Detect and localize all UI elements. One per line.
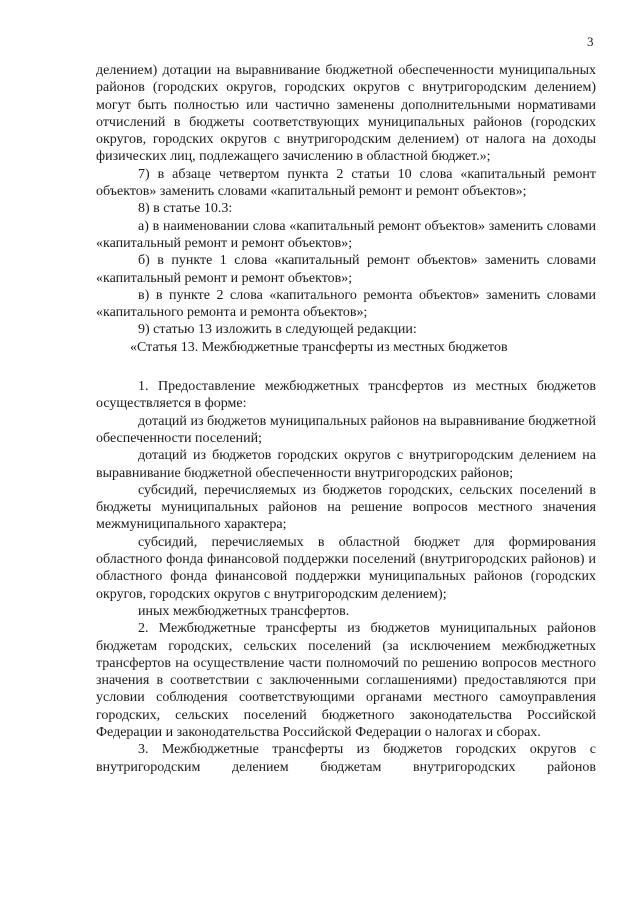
paragraph: 1. Предоставление межбюджетных трансфертов из местных бюджетов осуществляется в форме: <box>96 379 596 412</box>
page-number: 3 <box>587 34 594 49</box>
paragraph: 7) в абзаце четвертом пункта 2 статьи 10 слова «капитальный ремонт объектов» заменить словами «капитальный ремонт и ремонт объектов»; <box>96 166 596 200</box>
paragraph: субсидий, перечисляемых из бюджетов городских, сельских поселений в бюджеты муниципальных районов на решение вопросов местного значения межмуниципального характера; <box>96 482 596 533</box>
paragraph: иных межбюджетных трансфертов. <box>138 603 350 619</box>
paragraph: в) в пункте 2 слова «капитального ремонта объектов» заменить словами «капитального ремонта и ремонта объектов»; <box>96 287 596 321</box>
article-heading: «Статья 13. Межбюджетные трансферты из местных бюджетов <box>130 339 508 355</box>
paragraph: а) в наименовании слова «капитальный ремонт объектов» заменить словами «капитальный ремонт и ремонт объектов»; <box>96 218 596 251</box>
document-body <box>96 62 596 776</box>
paragraph: б) в пункте 1 слова «капитальный ремонт объектов» заменить словами «капитальный ремонт и ремонт объектов»; <box>96 253 596 286</box>
paragraph: 3. Межбюджетные трансферты из бюджетов городских округов с внутригородским делением бюджетам внутригородских районов <box>96 742 596 775</box>
spacer <box>96 356 596 378</box>
paragraph: дотаций из бюджетов городских округов с внутригородским делением на выравнивание бюджетной обеспеченности внутригородских районов; <box>96 448 596 481</box>
paragraph: 9) статью 13 изложить в следующей редакции: <box>138 322 417 338</box>
paragraph: дотаций из бюджетов муниципальных районов на выравнивание бюджетной обеспеченности поселений; <box>96 413 596 446</box>
paragraph: 2. Межбюджетные трансферты из бюджетов муниципальных районов бюджетам городских, сельских поселений (за исключением межбюджетных трансфертов на осуществление части полномочий по решению вопросов местного значения в соответствии с заключенными соглашениями) предоставляются при условии соблюдения соответствующими органами местного самоуправления городских, сельских поселений бюджетного законодательства Российской Федерации и законодательства Российской Федерации о налогах и сборах. <box>96 621 596 740</box>
paragraph: субсидий, перечисляемых в областной бюджет для формирования областного фонда финансовой поддержки поселений (внутригородских районов) и областного фонда финансовой поддержки муниципальных районов (городских округов, городских округов с внутригородским делением); <box>96 534 596 602</box>
paragraph: 8) в статье 10.3: <box>138 201 233 217</box>
paragraph: делением) дотации на выравнивание бюджетной обеспеченности муниципальных районов (городских округов, городских округов с внутригородским делением) могут быть полностью или частично заменены дополнительными нормативами отчислений в бюджеты соответствующих муниципальных районов (городских округов, городских округов с внутригородским делением) от налога на доходы физических лиц, подлежащего зачислению в областной бюджет.»; <box>96 63 596 165</box>
